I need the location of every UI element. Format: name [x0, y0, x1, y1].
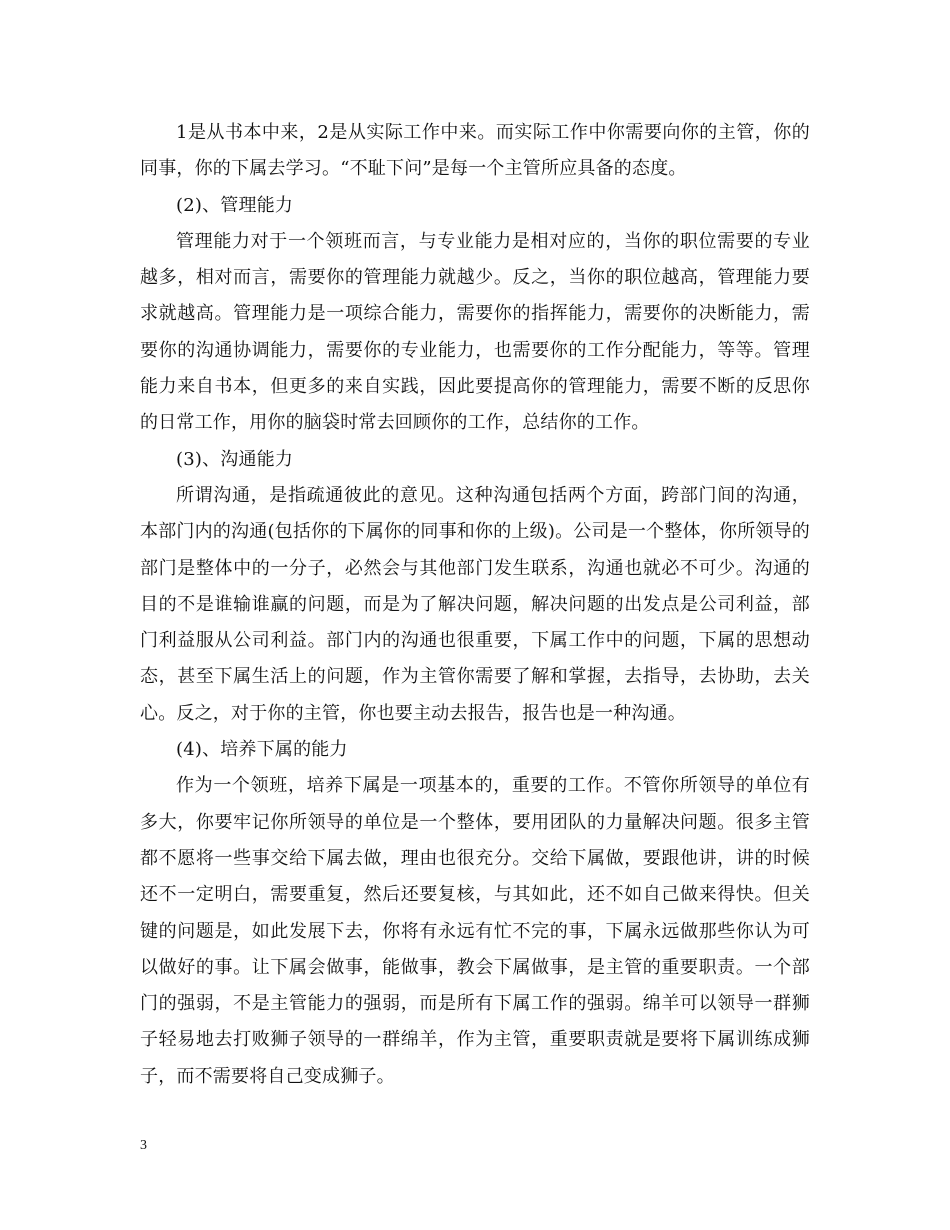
document-body	[140, 115, 810, 1095]
paragraph-communication-ability: 所谓沟通，是指疏通彼此的意见。这种沟通包括两个方面，跨部门间的沟通，本部门内的沟通(包括你的下属你的同事和你的上级)。公司是一个整体，你所领导的部门是整体中的一分子，必然会与其他部门发生联系，沟通也就必不可少。沟通的目的不是谁输谁赢的问题，而是为了解决问题，解决问题的出发点是公司利益，部门利益服从公司利益。部门内的沟通也很重要，下属工作中的问题，下属的思想动态，甚至下属生活上的问题，作为主管你需要了解和掌握，去指导，去协助，去关心。反之，对于你的主管，你也要主动去报告，报告也是一种沟通。	[140, 484, 810, 724]
section-heading-communication: (3)、沟通能力	[176, 448, 294, 470]
page-number: 3	[140, 1138, 147, 1153]
paragraph-learning-sources: 1是从书本中来，2是从实际工作中来。而实际工作中你需要向你的主管，你的同事，你的下属去学习。“不耻下问”是每一个主管所应具备的态度。	[140, 122, 810, 180]
section-heading-management: (2)、管理能力	[176, 194, 294, 216]
paragraph-management-ability: 管理能力对于一个领班而言，与专业能力是相对应的，当你的职位需要的专业越多，相对而言，需要你的管理能力就越少。反之，当你的职位越高，管理能力要求就越高。管理能力是一项综合能力，需要你的指挥能力，需要你的决断能力，需要你的沟通协调能力，需要你的专业能力，也需要你的工作分配能力，等等。管理能力来自书本，但更多的来自实践，因此要提高你的管理能力，需要不断的反思你的日常工作，用你的脑袋时常去回顾你的工作，总结你的工作。	[140, 230, 810, 434]
paragraph-training-subordinates: 作为一个领班，培养下属是一项基本的，重要的工作。不管你所领导的单位有多大，你要牢记你所领导的单位是一个整体，要用团队的力量解决问题。很多主管都不愿将一些事交给下属去做，理由也很充分。交给下属做，要跟他讲，讲的时候还不一定明白，需要重复，然后还要复核，与其如此，还不如自己做来得快。但关键的问题是，如此发展下去，你将有永远有忙不完的事，下属永远做那些你认为可以做好的事。让下属会做事，能做事，教会下属做事，是主管的重要职责。一个部门的强弱，不是主管能力的强弱，而是所有下属工作的强弱。绵羊可以领导一群狮子轻易地去打败狮子领导的一群绵羊，作为主管，重要职责就是要将下属训练成狮子，而不需要将自己变成狮子。	[140, 775, 810, 1087]
section-heading-training-subordinates: (4)、培养下属的能力	[176, 739, 348, 761]
